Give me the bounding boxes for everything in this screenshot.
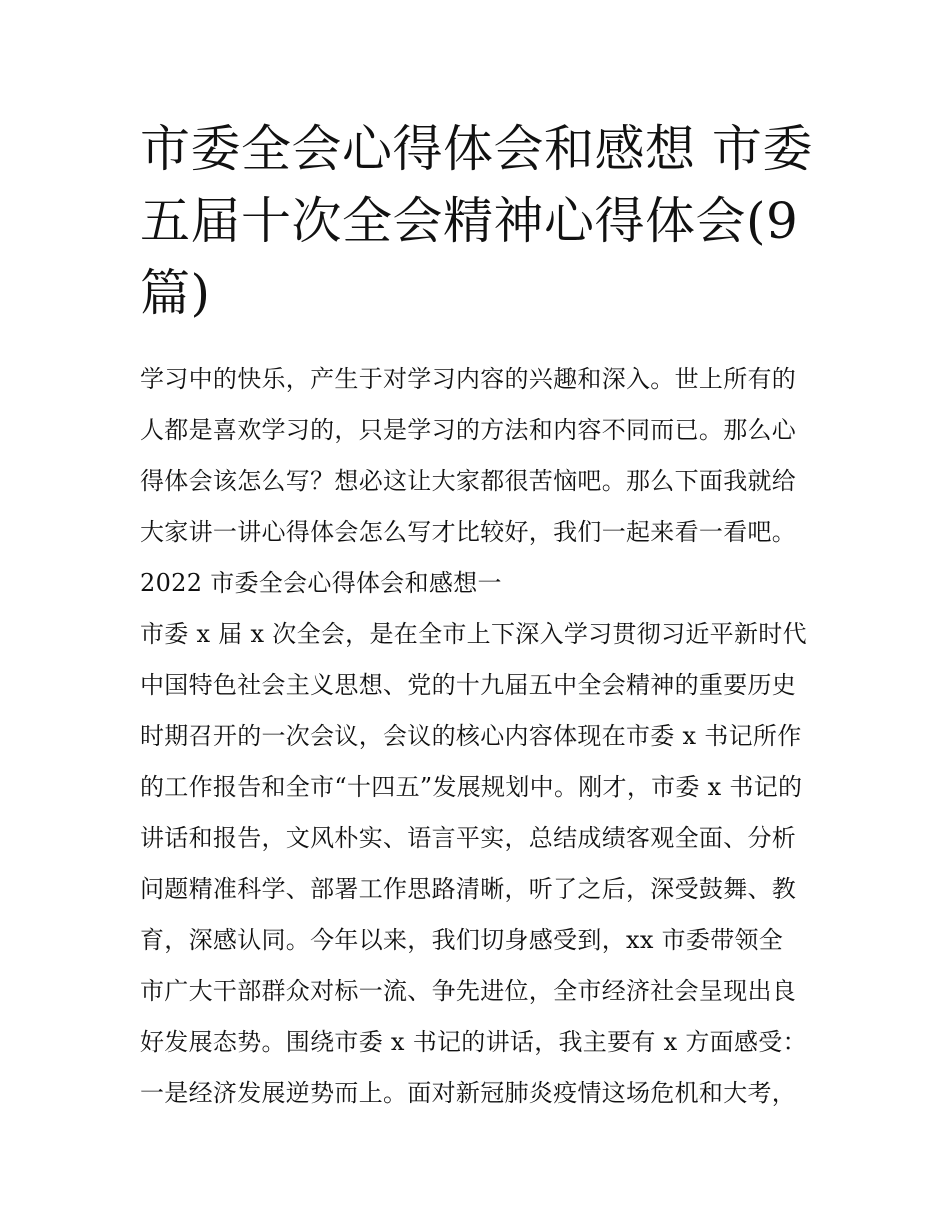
paragraph-line: 一是经济发展逆势而上。面对新冠肺炎疫情这场危机和大考， xyxy=(140,1079,797,1107)
paragraph-line: 中国特色社会主义思想、党的十九届五中全会精神的重要历史 xyxy=(140,671,797,699)
title-line: 五届十次全会精神心得体会(9 xyxy=(140,192,799,250)
title-line: 市委全会心得体会和感想 市委 xyxy=(140,120,813,178)
paragraph-line: 时期召开的一次会议，会议的核心内容体现在市委 x 书记所作 xyxy=(140,722,802,750)
intro-line: 得体会该怎么写？想必这让大家都很苦恼吧。那么下面我就给 xyxy=(140,467,797,495)
document-title xyxy=(140,113,820,329)
intro-line: 学习中的快乐，产生于对学习内容的兴趣和深入。世上所有的 xyxy=(140,365,797,393)
document-body xyxy=(140,359,820,1124)
paragraph-line: 育，深感认同。今年以来，我们切身感受到，xx 市委带领全 xyxy=(140,926,784,954)
paragraph-line: 市委 x 届 x 次全会，是在全市上下深入学习贯彻习近平新时代 xyxy=(140,620,807,648)
paragraph-line: 市广大干部群众对标一流、争先进位，全市经济社会呈现出良 xyxy=(140,977,797,1005)
paragraph-line: 的工作报告和全市“十四五”发展规划中。刚才，市委 x 书记的 xyxy=(140,773,803,801)
section-heading: 2022 市委全会心得体会和感想一 xyxy=(140,569,502,597)
intro-line: 大家讲一讲心得体会怎么写才比较好，我们一起来看一看吧。 xyxy=(140,518,797,546)
paragraph-line: 讲话和报告，文风朴实、语言平实，总结成绩客观全面、分析 xyxy=(140,824,797,852)
title-line: 篇) xyxy=(140,264,211,322)
paragraph-line: 问题精准科学、部署工作思路清晰，听了之后，深受鼓舞、教 xyxy=(140,875,797,903)
intro-line: 人都是喜欢学习的，只是学习的方法和内容不同而已。那么心 xyxy=(140,416,797,444)
paragraph-line: 好发展态势。围绕市委 x 书记的讲话，我主要有 x 方面感受： xyxy=(140,1028,807,1056)
